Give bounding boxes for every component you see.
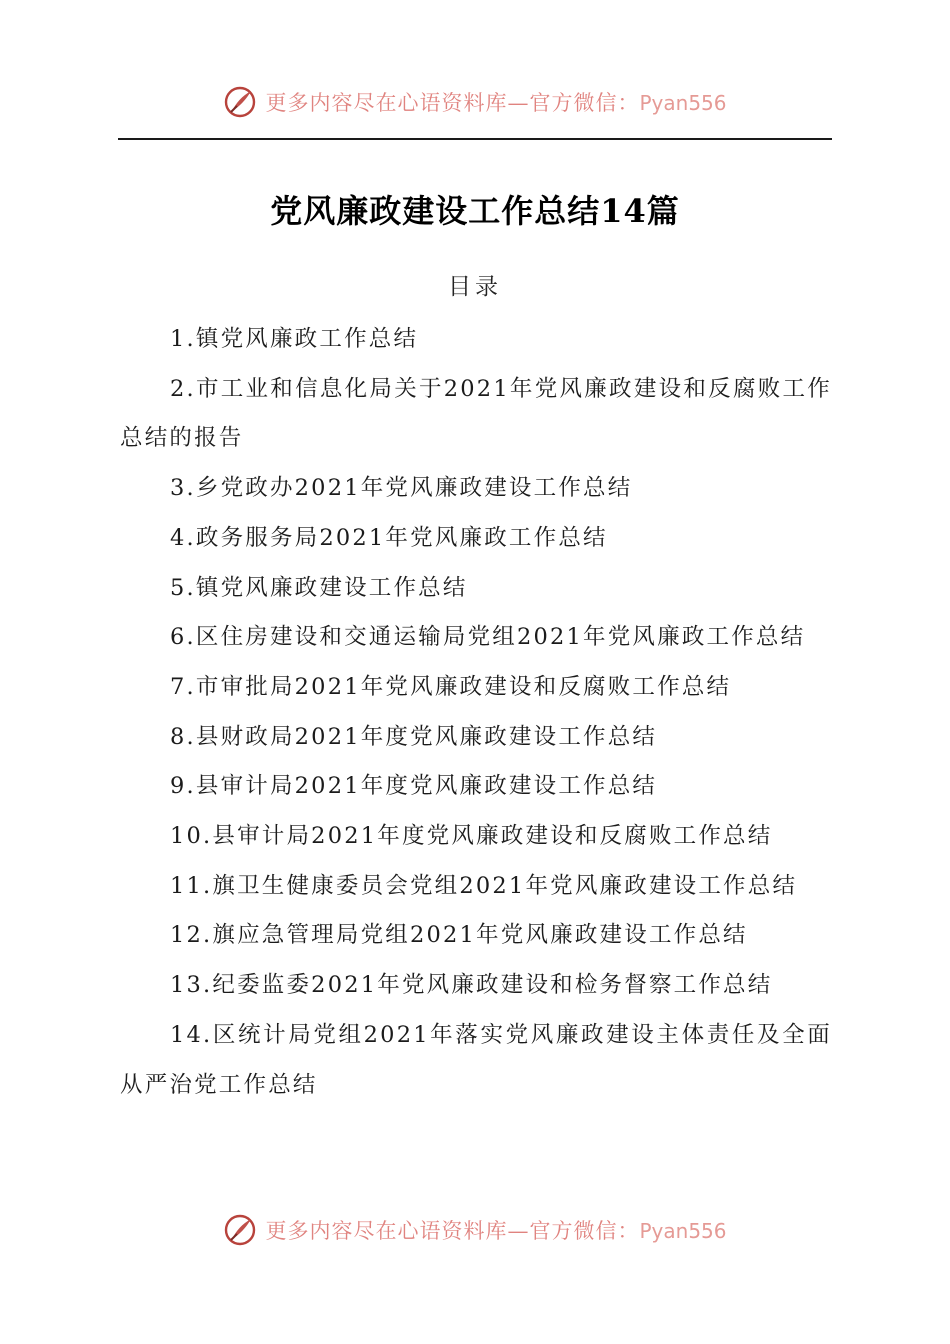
toc-item[interactable]: 8.县财政局2021年度党风廉政建设工作总结 [170,723,658,750]
document-title: 党风廉政建设工作总结14篇 [270,192,680,230]
wechat-id: Pyan556 [639,1219,727,1243]
footer-watermark-banner [0,1208,950,1252]
toc-item[interactable]: 11.旗卫生健康委员会党组2021年党风廉政建设工作总结 [170,872,798,899]
footer-banner-text: 更多内容尽在心语资料库—官方微信：Pyan556 [265,1219,727,1243]
header-banner-text: 更多内容尽在心语资料库—官方微信：Pyan556 [265,91,727,115]
toc-item[interactable]: 9.县审计局2021年度党风廉政建设工作总结 [170,773,658,800]
header-watermark-banner [0,80,950,124]
toc-item[interactable]: 6.区住房建设和交通运输局党组2021年党风廉政工作总结 [170,624,806,651]
toc-item[interactable]: 2.市工业和信息化局关于2021年党风廉政建设和反腐败工作总结的报告 [120,375,832,452]
toc-item[interactable]: 13.纪委监委2021年党风廉政建设和检务督察工作总结 [170,972,773,999]
toc-item[interactable]: 5.镇党风廉政建设工作总结 [170,574,468,601]
toc-item[interactable]: 14.区统计局党组2021年落实党风廉政建设主体责任及全面从严治党工作总结 [120,1021,832,1098]
toc-item[interactable]: 4.政务服务局2021年党风廉政工作总结 [170,524,608,551]
wechat-id: Pyan556 [639,91,727,115]
toc-heading: 目录 [448,274,502,300]
quill-pen-logo-icon [223,85,257,119]
toc-item[interactable]: 12.旗应急管理局党组2021年党风廉政建设工作总结 [170,922,748,949]
toc-item[interactable]: 10.县审计局2021年度党风廉政建设和反腐败工作总结 [170,823,773,850]
toc-item[interactable]: 1.镇党风廉政工作总结 [170,326,419,352]
table-of-contents [120,315,832,1110]
toc-item[interactable]: 3.乡党政办2021年党风廉政建设工作总结 [170,475,633,502]
quill-pen-logo-icon [223,1213,257,1247]
toc-item[interactable]: 7.市审批局2021年党风廉政建设和反腐败工作总结 [170,673,732,700]
header-divider [118,138,832,140]
